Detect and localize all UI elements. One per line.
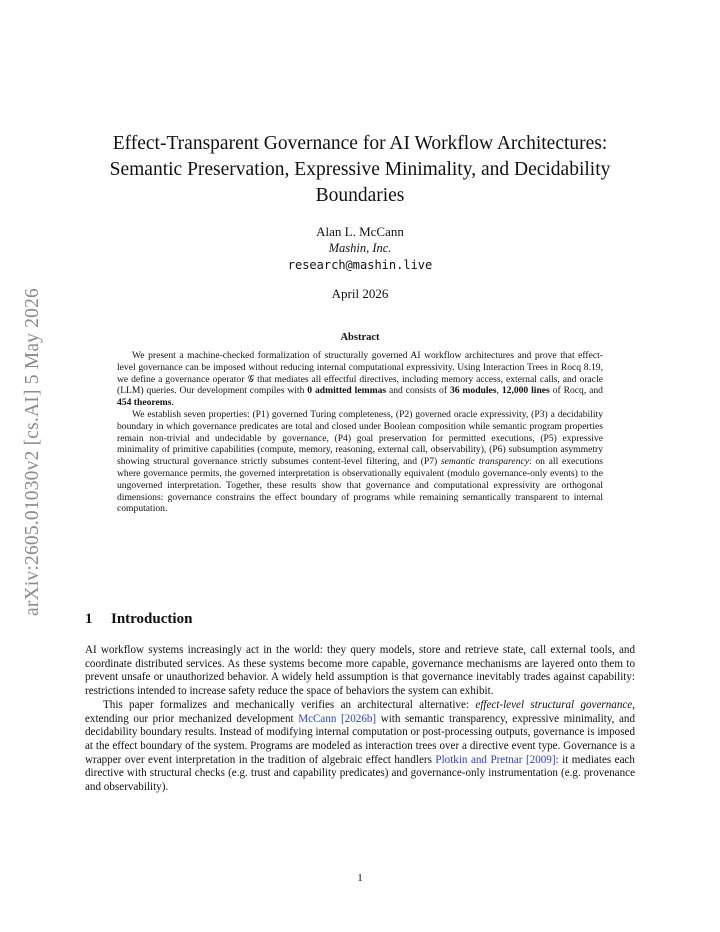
text-run: with semantic transparency, expressive minimality, and decidability boundary results. Instead of modifying internal computation or post-processing outputs, governance is imposed at the effect boundary of the system. Programs are modeled as interaction trees over a directive event type. Governance is a wrapper over event interpretation in the tradition of algebraic effect handlers bbox=[85, 712, 635, 766]
title-line: Semantic Preservation, Expressive Minimality, and Decidability bbox=[109, 159, 611, 180]
publication-date: April 2026 bbox=[331, 286, 389, 301]
text-run: and consists of bbox=[386, 385, 450, 397]
intro-paragraph bbox=[85, 699, 635, 795]
section-title: Introduction bbox=[111, 611, 193, 627]
stat-modules: 36 modules bbox=[449, 385, 497, 397]
text-run: . bbox=[171, 397, 174, 409]
text-run: : on all executions where governance permits, the governed interpretation is observationally equivalent (modulo governance-only events) to the ungoverned interpretation. Together, these results show that governance and computational expressivity are orthogonal dimensions: governance constrains the effect boundary of programs while remaining semantically transparent to internal computation. bbox=[117, 456, 603, 515]
stat-admitted-lemmas: 0 admitted lemmas bbox=[307, 385, 387, 397]
text-run: , extending our prior mechanized development bbox=[85, 698, 635, 725]
text-run: of Rocq, and bbox=[549, 385, 603, 397]
emphasis-term: effect-level structural governance bbox=[475, 698, 633, 711]
introduction-body bbox=[85, 644, 635, 795]
arxiv-sidebar bbox=[20, 262, 46, 642]
page-number: 1 bbox=[357, 872, 363, 884]
emphasis-term: semantic transparency bbox=[440, 456, 530, 468]
text-run: : it mediates each directive with structural checks (e.g. trust and capability predicates) and governance-only instrumentation (e.g. provenance and observability). bbox=[85, 753, 635, 794]
section-heading bbox=[85, 611, 192, 628]
stat-lines: 12,000 lines bbox=[501, 385, 550, 397]
citation-link[interactable]: McCann [2026b] bbox=[298, 712, 377, 725]
author-email: research@mashin.live bbox=[287, 258, 433, 272]
title-line: Effect-Transparent Governance for AI Workflow Architectures: bbox=[112, 133, 608, 154]
section-number: 1 bbox=[85, 611, 93, 627]
citation-link[interactable]: Plotkin and Pretnar [2009] bbox=[435, 753, 556, 766]
text-run: We present a machine-checked formalization of structurally governed AI workflow architectures and prove that effect-level governance can be imposed without reducing internal computational expressivity. Using Interaction Trees in Rocq 8.19, we define a governance operator bbox=[117, 350, 603, 385]
text-run: , bbox=[496, 385, 502, 397]
abstract-heading: Abstract bbox=[340, 332, 380, 343]
abstract-body bbox=[117, 350, 603, 515]
text-run: This paper formalizes and mechanically verifies an architectural alternative: bbox=[103, 698, 476, 711]
author-name: Alan L. McCann bbox=[316, 224, 404, 239]
stat-theorems: 454 theorems bbox=[117, 397, 172, 409]
text-run: that mediates all effectful directives, including memory access, external calls, and oracle (LLM) queries. Our development compiles with bbox=[117, 373, 603, 397]
author-affiliation: Mashin, Inc. bbox=[328, 241, 392, 255]
text-run: We establish seven properties: (P1) governed Turing completeness, (P2) governed oracle expressivity, (P3) a decidability boundary in which governance predicates are total and closed under Boolean composition while semantic program properties remain non-trivial and undecidable by governance, (P4) goal preservation for permitted executions, (P5) expressive minimality of primitive capabilities (compute, memory, reasoning, external call, observability), (P6) subsumption asymmetry showing structural governance strictly subsumes content-level filtering, and (P7) bbox=[117, 408, 603, 468]
governance-operator-symbol: 𝒢 bbox=[247, 373, 255, 385]
paper-title bbox=[90, 131, 630, 209]
arxiv-identifier-stamp: arXiv:2605.01030v2 [cs.AI] 5 May 2026 bbox=[22, 287, 43, 617]
abstract-paragraph bbox=[117, 409, 603, 515]
title-line: Boundaries bbox=[315, 185, 405, 206]
abstract-paragraph bbox=[117, 350, 603, 409]
intro-paragraph: AI workflow systems increasingly act in the world: they query models, store and retrieve state, call external tools, and coordinate distributed services. As these systems become more capable, governance mechanisms are layered onto them to prevent unsafe or unauthorized behavior. A widely held assumption is that governance inevitably trades against capability: restrictions intended to increase safety reduce the space of behaviors the system can exhibit. bbox=[85, 644, 635, 698]
